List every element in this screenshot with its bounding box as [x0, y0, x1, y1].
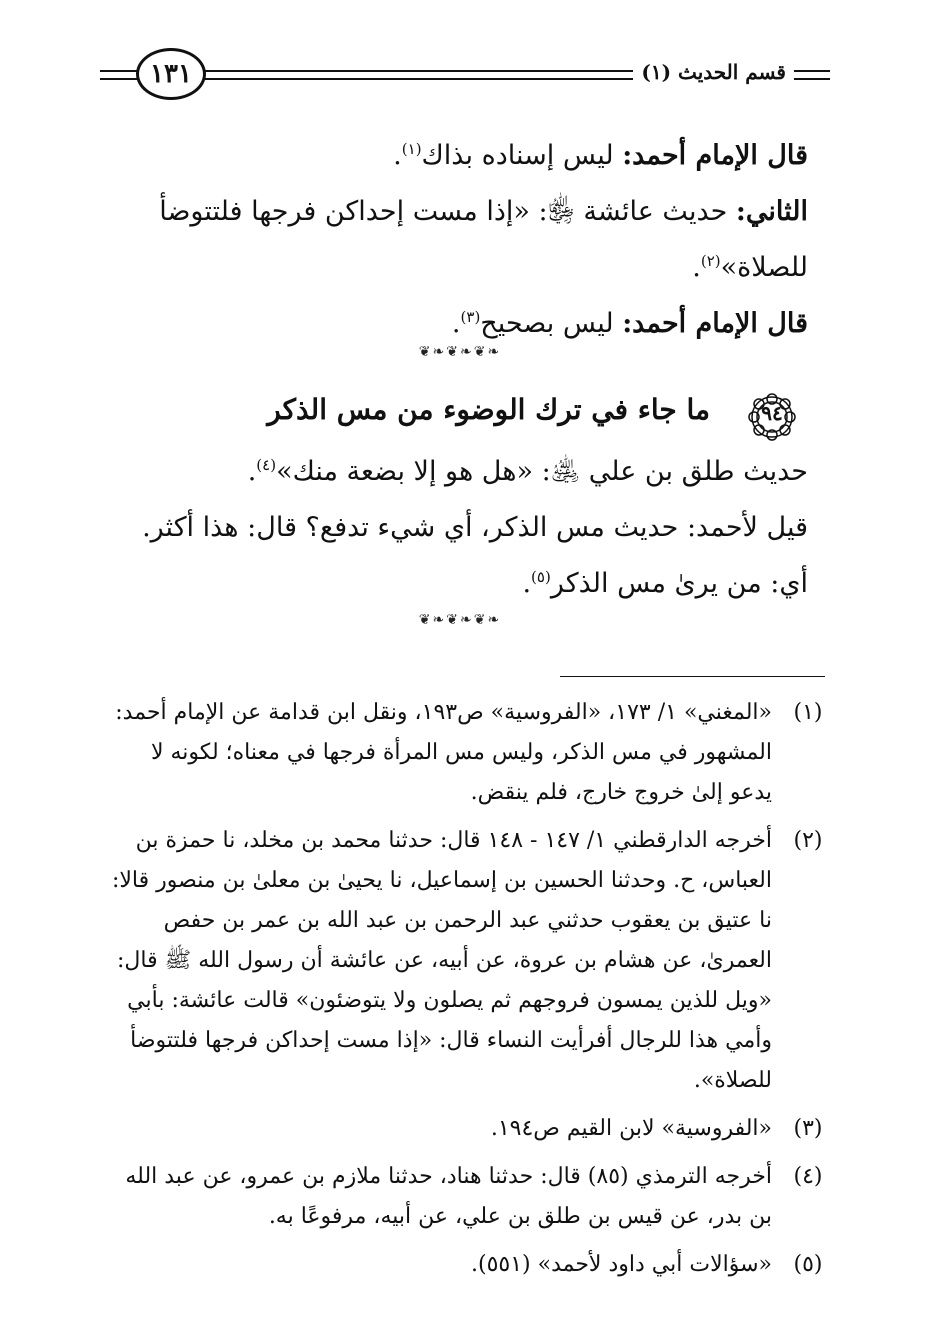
footnote-separator — [560, 676, 825, 677]
footnote-text: أخرجه الترمذي (٨٥) قال: حدثنا هناد، حدثنا ملازم بن عمرو، عن عبد الله بن بدر، عن قيس بن طلق بن علي، عن أبيه، مرفوعًا به. — [125, 1164, 772, 1229]
footnote-number: (٣) — [793, 1116, 823, 1141]
paragraph-5 — [108, 500, 808, 612]
footnote-text: «المغني» ١/ ١٧٣، «الفروسية» ص١٩٣، ونقل ابن قدامة عن الإمام أحمد: المشهور في مس الذكر، وليس مس المرأة فرجها في معناه؛ لكونه لا يدعو إلىٰ خروج خارج، فلم ينقض. — [115, 700, 772, 805]
speaker-label: الثاني: — [735, 196, 808, 227]
paragraph-text: ليس بصحيح — [480, 308, 623, 339]
paragraph-text: حديث عائشة ﵂: «إذا مست إحداكن فرجها فلتتوضأ للصلاة» — [159, 196, 808, 283]
footnote-4 — [108, 1157, 830, 1237]
speaker-label: قال الإمام أحمد: — [622, 140, 808, 171]
paragraph-2 — [108, 184, 808, 296]
paragraph-1 — [108, 128, 808, 184]
period: . — [247, 456, 257, 487]
footnote-1 — [108, 693, 830, 813]
footnote-text: أخرجه الدارقطني ١/ ١٤٧ - ١٤٨ قال: حدثنا محمد بن مخلد، نا حمزة بن العباس، ح. وحدثنا الحسين بن إسماعيل، نا يحيىٰ بن معلىٰ بن منصور قالا: نا عتيق بن يعقوب حدثني عبد الرحمن بن عبد الله بن عمر بن حفص العمرىٰ، عن هشام بن عروة، عن أبيه، عن عائشة أن رسول الله ﷺ قال: «ويل للذين يمسون فروجهم ثم يصلون ولا يتوضئون» قالت عائشة: بأبي وأمي هذا للرجال أفرأيت النساء قال: «إذا مست إحداكن فرجها فلتتوضأ للصلاة». — [111, 828, 772, 1093]
section-title: ما جاء في ترك الوضوء من مس الذكر — [267, 393, 710, 426]
footnote-number: (٤) — [793, 1164, 823, 1189]
footnotes — [108, 693, 830, 1293]
paragraph-text: حديث طلق بن علي ﵁: «هل هو إلا بضعة منك» — [276, 456, 808, 487]
period: . — [451, 308, 461, 339]
footnote-text: «الفروسية» لابن القيم ص١٩٤. — [490, 1116, 772, 1141]
footnote-2 — [108, 821, 830, 1101]
page-number: ١٣١ — [136, 48, 206, 100]
period: . — [692, 252, 701, 283]
footnote-3 — [108, 1109, 830, 1149]
paragraph-4 — [108, 444, 808, 500]
footnote-ref: (٥) — [531, 568, 551, 586]
page-header — [100, 48, 830, 104]
period: . — [393, 140, 402, 171]
section-number: ٩٤ — [761, 401, 783, 425]
footnote-5 — [108, 1245, 830, 1285]
footnote-number: (٢) — [793, 828, 823, 853]
section-heading — [200, 385, 800, 445]
footnote-ref: (٣) — [460, 308, 481, 326]
paragraph-text: ليس إسناده بذاك — [421, 140, 623, 171]
footnote-ref: (١) — [401, 140, 422, 158]
footnote-ref: (٤) — [256, 456, 277, 474]
footnote-number: (٥) — [793, 1252, 823, 1277]
footnote-ref: (٢) — [700, 252, 721, 270]
ornament-divider-2: ❦❧❦❧❦❧ — [418, 612, 502, 628]
running-title: قسم الحديث (١) — [633, 60, 794, 84]
body-text-upper — [108, 128, 808, 352]
paragraph-text: قيل لأحمد: حديث مس الذكر، أي شيء تدفع؟ قال: هذا أكثر. أي: من يرىٰ مس الذكر — [142, 512, 808, 599]
body-text-lower — [108, 444, 808, 612]
period: . — [522, 568, 532, 599]
footnote-number: (١) — [793, 700, 823, 725]
footnote-text: «سؤالات أبي داود لأحمد» (٥٥١). — [471, 1252, 772, 1277]
speaker-label: قال الإمام أحمد: — [622, 308, 808, 339]
ornament-divider: ❦❧❦❧❦❧ — [418, 344, 502, 360]
